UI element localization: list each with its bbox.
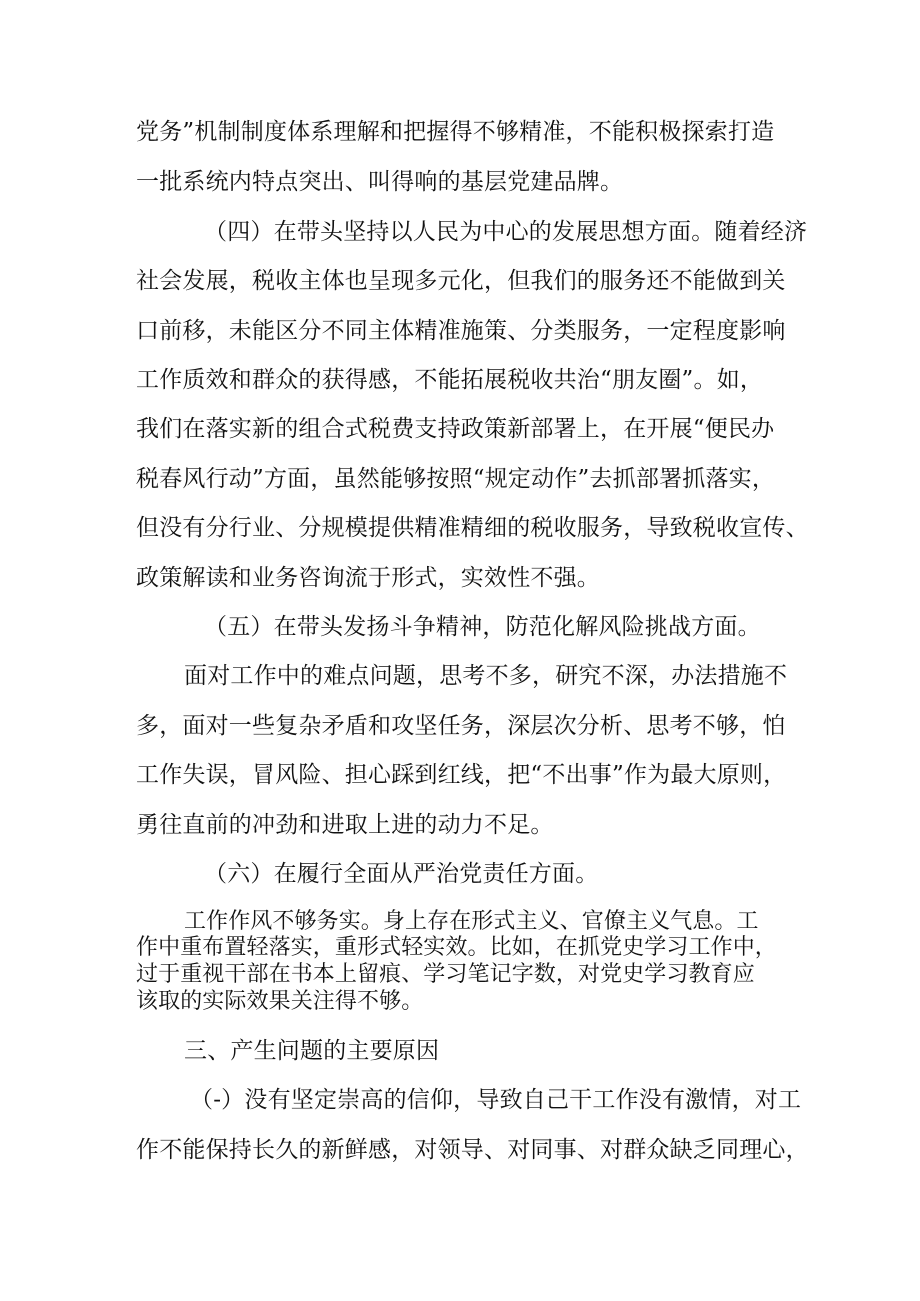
text-line-7: 我们在落实新的组合式税费支持政策新部署上，在开展“便民办 bbox=[136, 416, 775, 442]
text-line-9: 但没有分行业、分规模提供精准精细的税收服务，导致税收宣传、 bbox=[136, 515, 809, 541]
text-line-13: 多，面对一些复杂矛盾和攻坚任务，深层次分析、思考不够，怕 bbox=[136, 713, 786, 739]
text-line-6: 工作质效和群众的获得感，不能拓展税收共治“朋友圈”。如， bbox=[136, 367, 764, 393]
text-line-22: （-）没有坚定崇高的信仰，导致自己干工作没有激情，对工 bbox=[190, 1087, 802, 1113]
text-line-5: 口前移，未能区分不同主体精准施策、分类服务，一定程度影响 bbox=[136, 318, 786, 344]
text-line-1: 党务”机制制度体系理解和把握得不够精准，不能积极探索打造 bbox=[136, 119, 775, 145]
text-line-2: 一批系统内特点突出、叫得响的基层党建品牌。 bbox=[136, 169, 624, 195]
section-five-heading: （五）在带头发扬斗争精神，防范化解风险挑战方面。 bbox=[204, 614, 761, 640]
text-line-18: 作中重布置轻落实，重形式轻实效。比如，在抓党史学习工作中， bbox=[136, 935, 777, 960]
text-line-17: 工作作风不够务实。身上存在形式主义、官僚主义气息。工 bbox=[184, 909, 759, 934]
text-line-20: 该取的实际效果关注得不够。 bbox=[136, 989, 424, 1014]
text-line-23: 作不能保持长久的新鲜感，对领导、对同事、对群众缺乏同理心， bbox=[136, 1137, 809, 1163]
section-four-heading-line: （四）在带头坚持以人民为中心的发展思想方面。随着经济 bbox=[204, 219, 808, 245]
text-line-12: 面对工作中的难点问题，思考不多，研究不深，办法措施不 bbox=[184, 663, 788, 689]
text-line-19: 过于重视干部在书本上留痕、学习笔记字数，对党史学习教育应 bbox=[136, 962, 755, 987]
text-line-14: 工作失误，冒风险、担心踩到红线，把“不出事”作为最大原则， bbox=[136, 762, 787, 788]
section-three-heading: 三、产生问题的主要原因 bbox=[184, 1038, 440, 1064]
text-line-15: 勇往直前的冲劲和进取上进的动力不足。 bbox=[136, 812, 554, 838]
text-line-4: 社会发展，税收主体也呈现多元化，但我们的服务还不能做到关 bbox=[136, 268, 786, 294]
section-six-heading: （六）在履行全面从严治党责任方面。 bbox=[204, 861, 599, 887]
text-line-8: 税春风行动”方面，虽然能够按照“规定动作”去抓部署抓落实， bbox=[136, 466, 776, 492]
text-line-10: 政策解读和业务咨询流于形式，实效性不强。 bbox=[136, 565, 600, 591]
